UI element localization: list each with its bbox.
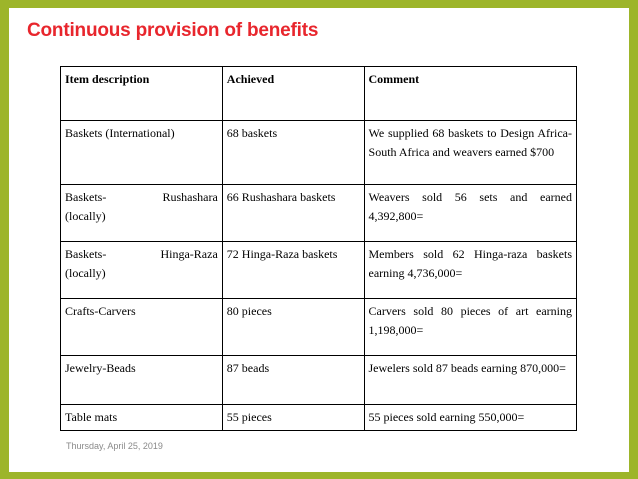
item-description-part: (locally)	[65, 209, 106, 223]
comment-cell: Members sold 62 Hinga-raza baskets earning 4,736,000=	[364, 242, 576, 299]
item-description-cell: Crafts-Carvers	[61, 299, 223, 356]
achieved-cell: 87 beads	[222, 356, 364, 405]
item-description-cell	[61, 242, 223, 299]
comment-cell: Weavers sold 56 sets and earned 4,392,800=	[364, 185, 576, 242]
footer-date: Thursday, April 25, 2019	[66, 441, 163, 451]
table-row	[61, 242, 577, 299]
table-row	[61, 356, 577, 405]
achieved-cell: 80 pieces	[222, 299, 364, 356]
table-header-row	[61, 67, 577, 121]
item-description-part: Baskets-	[65, 190, 107, 204]
item-description-cell	[61, 121, 223, 185]
item-description-cell: Table mats	[61, 405, 223, 431]
item-description-part: Hinga-Raza	[160, 247, 218, 261]
item-description-part: (locally)	[65, 266, 106, 280]
item-description-cell: Jewelry-Beads	[61, 356, 223, 405]
item-description-part: Rushashara	[162, 190, 218, 204]
comment-cell: Jewelers sold 87 beads earning 870,000=	[364, 356, 576, 405]
item-description-cell	[61, 185, 223, 242]
comment-cell: 55 pieces sold earning 550,000=	[364, 405, 576, 431]
benefits-table	[60, 66, 577, 431]
header-comment: Comment	[364, 67, 576, 121]
comment-cell: We supplied 68 baskets to Design Africa- South Africa and weavers earned $700	[364, 121, 576, 185]
item-description: Baskets (International)	[65, 126, 175, 140]
table-row	[61, 405, 577, 431]
slide-title: Continuous provision of benefits	[27, 20, 319, 41]
achieved-cell: 55 pieces	[222, 405, 364, 431]
comment-cell: Carvers sold 80 pieces of art earning 1,198,000=	[364, 299, 576, 356]
achieved-cell: 68 baskets	[222, 121, 364, 185]
header-item-description: Item description	[61, 67, 223, 121]
slide	[9, 8, 629, 472]
achieved-cell: 66 Rushashara baskets	[222, 185, 364, 242]
achieved-cell: 72 Hinga-Raza baskets	[222, 242, 364, 299]
table-row	[61, 299, 577, 356]
table-row	[61, 185, 577, 242]
header-achieved: Achieved	[222, 67, 364, 121]
table-row	[61, 121, 577, 185]
item-description-part: Baskets-	[65, 247, 107, 261]
